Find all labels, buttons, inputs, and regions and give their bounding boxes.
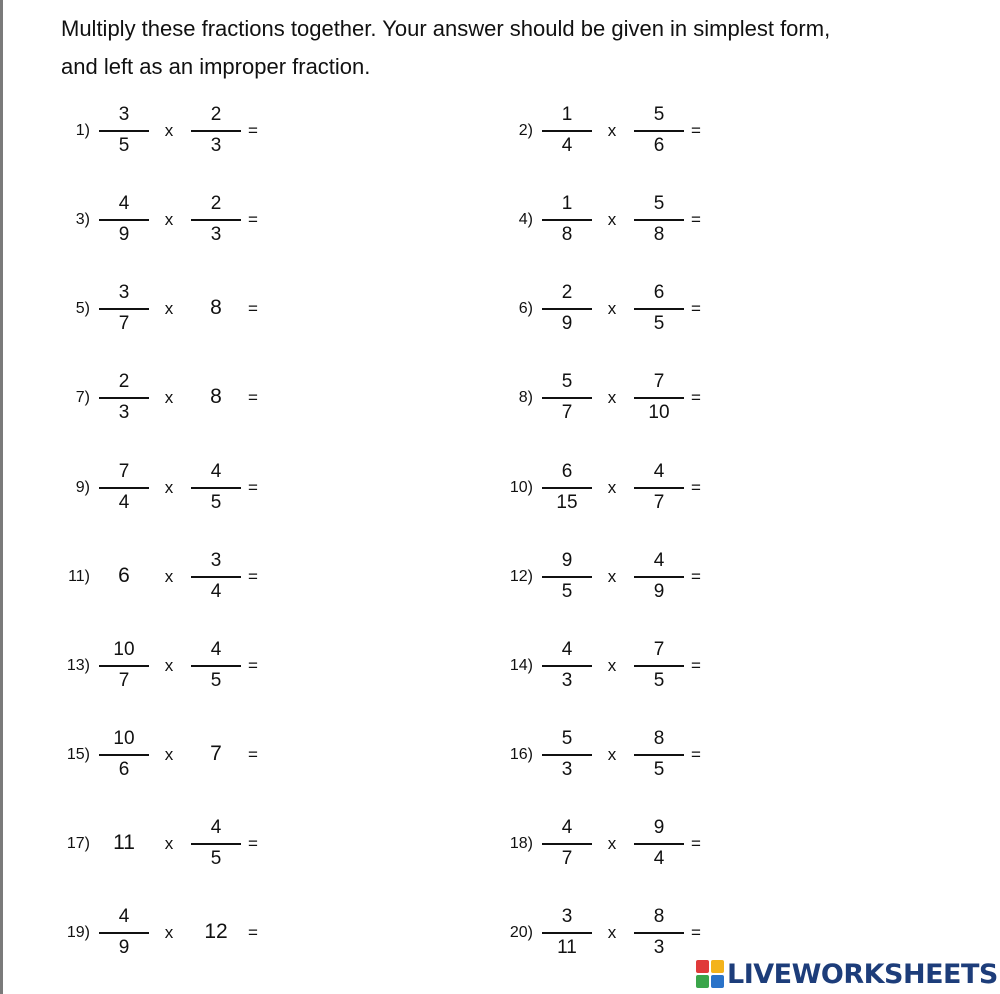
fraction-bar — [542, 932, 592, 934]
fraction-bar — [99, 397, 149, 399]
problem-18 — [493, 814, 713, 874]
fraction-denominator: 4 — [561, 135, 573, 156]
problem-6 — [493, 279, 713, 339]
fraction-bar — [634, 932, 684, 934]
fraction-numerator: 7 — [118, 461, 130, 482]
fraction — [633, 190, 685, 250]
times-sign: x — [607, 388, 617, 407]
fraction-bar — [542, 219, 592, 221]
problem-12 — [493, 547, 713, 607]
problem-3 — [50, 190, 270, 250]
whole-number: 12 — [204, 920, 228, 943]
fraction-numerator: 3 — [118, 104, 130, 125]
times-sign: x — [607, 210, 617, 229]
problem-number: 13) — [66, 657, 90, 674]
fraction — [633, 368, 685, 428]
fraction-denominator: 6 — [653, 135, 665, 156]
fraction-numerator: 4 — [653, 550, 665, 571]
fraction-bar — [99, 932, 149, 934]
fraction-numerator: 4 — [210, 639, 222, 660]
problem-number: 6) — [518, 300, 533, 317]
fraction-numerator: 4 — [561, 639, 573, 660]
fraction-denominator: 6 — [118, 759, 130, 780]
fraction-numerator: 4 — [210, 461, 222, 482]
fraction-denominator: 4 — [210, 581, 222, 602]
fraction-denominator: 7 — [561, 848, 573, 869]
fraction — [98, 279, 150, 339]
fraction-numerator: 7 — [653, 371, 665, 392]
problem-number: 15) — [66, 746, 90, 763]
fraction-bar — [542, 397, 592, 399]
whole-number: 11 — [113, 831, 135, 854]
fraction-denominator: 5 — [118, 135, 130, 156]
equals-sign: = — [691, 299, 701, 318]
fraction-bar — [99, 487, 149, 489]
fraction-bar — [542, 308, 592, 310]
fraction — [541, 903, 593, 963]
fraction-bar — [634, 843, 684, 845]
equals-sign: = — [248, 923, 258, 942]
fraction-numerator: 1 — [561, 104, 573, 125]
fraction-numerator: 2 — [561, 282, 573, 303]
times-sign: x — [164, 567, 174, 586]
problem-2 — [493, 101, 713, 161]
fraction — [98, 903, 150, 963]
problem-number: 17) — [66, 835, 90, 852]
fraction — [633, 547, 685, 607]
times-sign: x — [607, 478, 617, 497]
equals-sign: = — [691, 388, 701, 407]
fraction-bar — [99, 219, 149, 221]
problem-number: 10) — [509, 479, 533, 496]
equals-sign: = — [691, 923, 701, 942]
fraction — [633, 636, 685, 696]
fraction — [190, 636, 242, 696]
equals-sign: = — [691, 656, 701, 675]
fraction — [541, 190, 593, 250]
fraction-denominator: 3 — [210, 224, 222, 245]
problem-16 — [493, 725, 713, 785]
fraction-bar — [634, 665, 684, 667]
problem-10 — [493, 458, 713, 518]
fraction-numerator: 3 — [118, 282, 130, 303]
fraction-numerator: 5 — [653, 193, 665, 214]
fraction-bar — [634, 397, 684, 399]
problem-number: 20) — [509, 924, 533, 941]
problem-number: 7) — [75, 389, 90, 406]
fraction-denominator: 4 — [653, 848, 665, 869]
logo-square-2 — [711, 960, 724, 973]
fraction-bar — [542, 130, 592, 132]
fraction — [633, 903, 685, 963]
problem-1 — [50, 101, 270, 161]
problem-number: 19) — [66, 924, 90, 941]
fraction-bar — [191, 219, 241, 221]
fraction-denominator: 9 — [118, 937, 130, 958]
problem-8 — [493, 368, 713, 428]
fraction — [541, 101, 593, 161]
fraction-numerator: 9 — [561, 550, 573, 571]
liveworksheets-logo — [696, 956, 998, 992]
fraction-numerator: 10 — [113, 728, 135, 749]
fraction — [190, 814, 242, 874]
fraction-bar — [542, 576, 592, 578]
times-sign: x — [164, 121, 174, 140]
logo-square-4 — [711, 975, 724, 988]
problem-9 — [50, 458, 270, 518]
fraction-numerator: 8 — [653, 906, 665, 927]
fraction — [98, 190, 150, 250]
fraction-numerator: 4 — [561, 817, 573, 838]
problem-number: 16) — [509, 746, 533, 763]
problem-number: 8) — [518, 389, 533, 406]
equals-sign: = — [248, 567, 258, 586]
fraction — [190, 101, 242, 161]
problem-14 — [493, 636, 713, 696]
fraction — [541, 279, 593, 339]
fraction-numerator: 5 — [561, 728, 573, 749]
fraction — [190, 547, 242, 607]
fraction — [190, 190, 242, 250]
fraction-bar — [634, 754, 684, 756]
fraction-denominator: 3 — [653, 937, 665, 958]
instructions-line-1: Multiply these fractions together. Your answer should be given in simplest form, — [61, 16, 831, 41]
fraction — [98, 368, 150, 428]
fraction-bar — [191, 576, 241, 578]
equals-sign: = — [248, 745, 258, 764]
fraction-denominator: 3 — [210, 135, 222, 156]
fraction-denominator: 7 — [653, 492, 665, 513]
whole-number: 8 — [210, 385, 222, 408]
fraction-denominator: 7 — [561, 402, 573, 423]
whole-number: 6 — [118, 564, 130, 587]
fraction-denominator: 7 — [118, 313, 130, 334]
times-sign: x — [607, 745, 617, 764]
fraction-bar — [634, 487, 684, 489]
fraction-numerator: 9 — [653, 817, 665, 838]
problem-number: 2) — [518, 122, 533, 139]
fraction-denominator: 9 — [561, 313, 573, 334]
times-sign: x — [164, 834, 174, 853]
fraction — [541, 547, 593, 607]
fraction-denominator: 3 — [118, 402, 130, 423]
equals-sign: = — [248, 478, 258, 497]
times-sign: x — [607, 834, 617, 853]
liveworksheets-logo-icon — [696, 960, 724, 988]
fraction-numerator: 4 — [118, 906, 130, 927]
fraction-bar — [542, 487, 592, 489]
fraction-denominator: 15 — [556, 492, 578, 513]
fraction-bar — [191, 843, 241, 845]
fraction-numerator: 1 — [561, 193, 573, 214]
fraction — [98, 458, 150, 518]
problem-19 — [50, 903, 270, 963]
fraction-denominator: 5 — [210, 670, 222, 691]
fraction-denominator: 5 — [210, 492, 222, 513]
fraction-denominator: 3 — [561, 759, 573, 780]
problem-20 — [493, 903, 713, 963]
fraction — [633, 101, 685, 161]
times-sign: x — [607, 656, 617, 675]
problem-7 — [50, 368, 270, 428]
fraction — [633, 458, 685, 518]
fraction-numerator: 2 — [210, 104, 222, 125]
fraction-bar — [191, 665, 241, 667]
times-sign: x — [164, 388, 174, 407]
fraction-numerator: 6 — [653, 282, 665, 303]
equals-sign: = — [691, 834, 701, 853]
fraction — [541, 814, 593, 874]
fraction-numerator: 5 — [561, 371, 573, 392]
fraction — [541, 636, 593, 696]
fraction-denominator: 9 — [653, 581, 665, 602]
fraction — [98, 725, 150, 785]
fraction — [541, 725, 593, 785]
fraction-bar — [542, 843, 592, 845]
fraction-bar — [191, 487, 241, 489]
logo-text: LIVEWORKSHEETS — [727, 958, 998, 990]
fraction-bar — [634, 219, 684, 221]
problem-5 — [50, 279, 270, 339]
whole-number: 7 — [210, 742, 222, 765]
times-sign: x — [164, 923, 174, 942]
fraction-denominator: 8 — [653, 224, 665, 245]
fraction — [633, 725, 685, 785]
fraction-bar — [634, 576, 684, 578]
equals-sign: = — [248, 388, 258, 407]
fraction — [633, 279, 685, 339]
fraction-numerator: 3 — [210, 550, 222, 571]
logo-square-1 — [696, 960, 709, 973]
fraction-numerator: 8 — [653, 728, 665, 749]
problem-number: 12) — [509, 568, 533, 585]
equals-sign: = — [691, 478, 701, 497]
fraction — [98, 636, 150, 696]
fraction-numerator: 7 — [653, 639, 665, 660]
problem-number: 3) — [75, 211, 90, 228]
fraction-numerator: 10 — [113, 639, 135, 660]
problem-4 — [493, 190, 713, 250]
fraction-numerator: 3 — [561, 906, 573, 927]
problem-number: 11) — [68, 568, 90, 585]
equals-sign: = — [248, 210, 258, 229]
times-sign: x — [164, 210, 174, 229]
problem-17 — [50, 814, 270, 874]
logo-square-3 — [696, 975, 709, 988]
fraction-denominator: 4 — [118, 492, 130, 513]
fraction — [541, 458, 593, 518]
times-sign: x — [164, 656, 174, 675]
fraction-denominator: 8 — [561, 224, 573, 245]
fraction — [541, 368, 593, 428]
fraction-denominator: 5 — [653, 759, 665, 780]
fraction — [633, 814, 685, 874]
equals-sign: = — [248, 834, 258, 853]
fraction-numerator: 2 — [210, 193, 222, 214]
equals-sign: = — [248, 299, 258, 318]
problem-number: 9) — [75, 479, 90, 496]
fraction-numerator: 6 — [561, 461, 573, 482]
equals-sign: = — [691, 121, 701, 140]
problem-number: 14) — [509, 657, 533, 674]
fraction-bar — [634, 308, 684, 310]
fraction-bar — [99, 665, 149, 667]
equals-sign: = — [248, 121, 258, 140]
fraction-denominator: 5 — [561, 581, 573, 602]
times-sign: x — [607, 299, 617, 318]
fraction-denominator: 5 — [210, 848, 222, 869]
times-sign: x — [607, 923, 617, 942]
fraction-bar — [99, 308, 149, 310]
problem-15 — [50, 725, 270, 785]
fraction-denominator: 3 — [561, 670, 573, 691]
fraction-bar — [99, 754, 149, 756]
fraction-denominator: 10 — [648, 402, 670, 423]
problem-number: 1) — [75, 122, 90, 139]
fraction-numerator: 4 — [653, 461, 665, 482]
fraction-bar — [542, 754, 592, 756]
times-sign: x — [164, 478, 174, 497]
equals-sign: = — [691, 745, 701, 764]
equals-sign: = — [691, 210, 701, 229]
fraction-bar — [634, 130, 684, 132]
problem-number: 4) — [518, 211, 533, 228]
instructions — [61, 10, 961, 86]
fraction-numerator: 2 — [118, 371, 130, 392]
fraction — [98, 101, 150, 161]
times-sign: x — [164, 299, 174, 318]
fraction-denominator: 9 — [118, 224, 130, 245]
fraction-denominator: 7 — [118, 670, 130, 691]
whole-number: 8 — [210, 296, 222, 319]
fraction-bar — [99, 130, 149, 132]
fraction — [190, 458, 242, 518]
problem-number: 5) — [75, 300, 90, 317]
fraction-numerator: 4 — [210, 817, 222, 838]
problem-13 — [50, 636, 270, 696]
equals-sign: = — [691, 567, 701, 586]
page-left-border — [0, 0, 3, 994]
fraction-numerator: 5 — [653, 104, 665, 125]
instructions-line-2: and left as an improper fraction. — [61, 54, 371, 79]
times-sign: x — [164, 745, 174, 764]
problem-11 — [50, 547, 270, 607]
times-sign: x — [607, 121, 617, 140]
times-sign: x — [607, 567, 617, 586]
fraction-denominator: 11 — [557, 937, 577, 958]
equals-sign: = — [248, 656, 258, 675]
fraction-denominator: 5 — [653, 313, 665, 334]
fraction-bar — [191, 130, 241, 132]
fraction-bar — [542, 665, 592, 667]
problem-number: 18) — [509, 835, 533, 852]
fraction-denominator: 5 — [653, 670, 665, 691]
fraction-numerator: 4 — [118, 193, 130, 214]
